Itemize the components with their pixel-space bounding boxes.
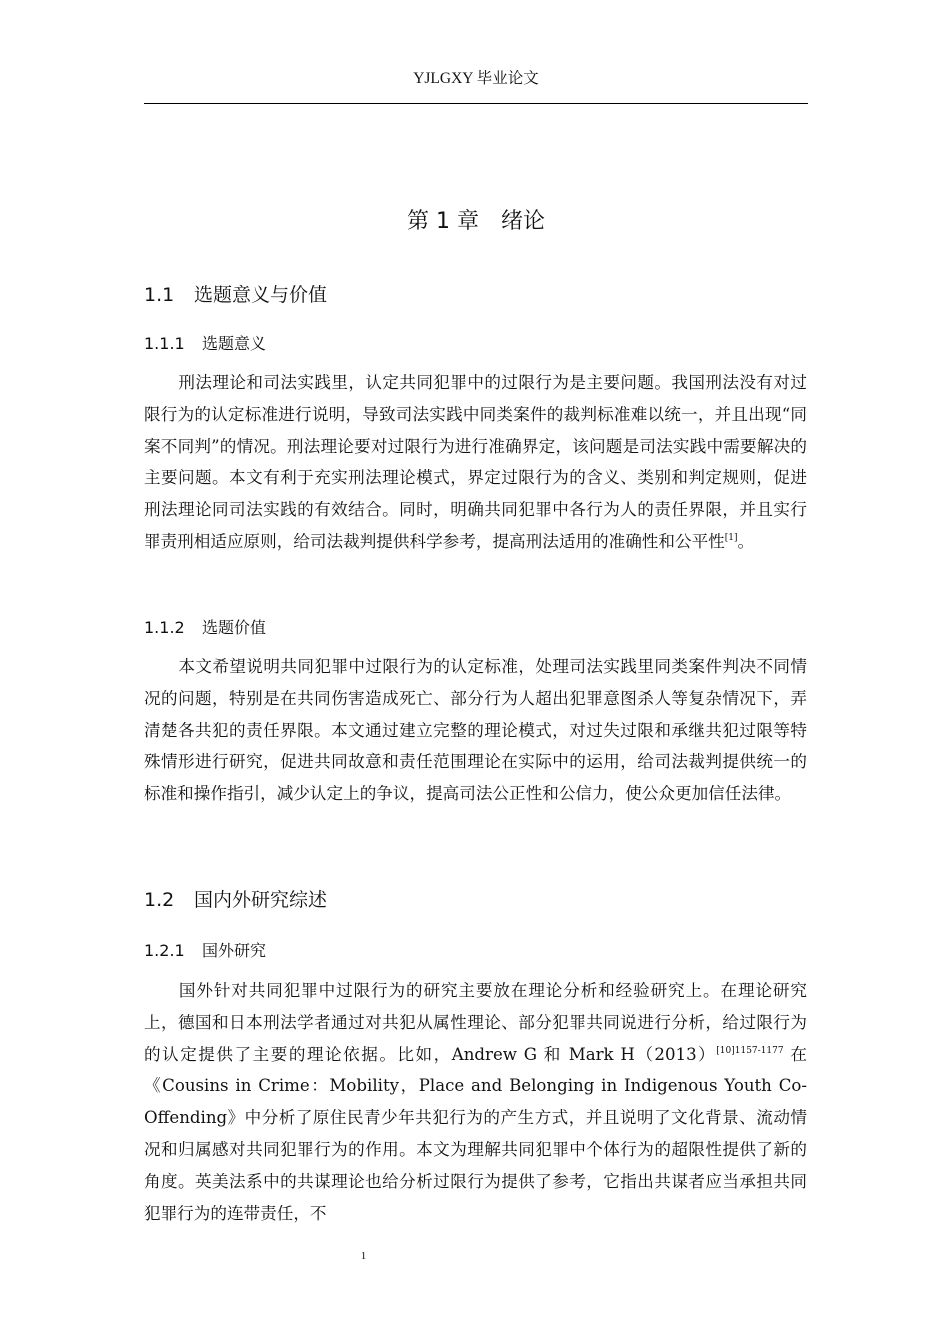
subsection-heading-1-1-1 bbox=[144, 331, 266, 354]
subsection-number: 1.2.1 bbox=[144, 941, 185, 960]
subsection-number: 1.1.1 bbox=[144, 334, 185, 353]
section-number: 1.2 bbox=[144, 889, 175, 911]
paragraph-text-end: 。 bbox=[737, 531, 755, 551]
header-rule bbox=[144, 103, 808, 104]
subsection-title: 选题意义 bbox=[202, 334, 267, 353]
chapter-number: 第 1 章 bbox=[406, 209, 479, 234]
section-heading-1-1 bbox=[144, 280, 327, 307]
paragraph-text: 国外针对共同犯罪中过限行为的研究主要放在理论分析和经验研究上。在理论研究上，德国和日本刑法学者通过对共犯从属性理论、部分犯罪共同说进行分析，给过限行为的认定提供了主要的理论依据。比如，Andrew G 和 Mark H（2013） bbox=[144, 981, 807, 1064]
paragraph-text-cont: 在《Cousins in Crime：Mobility，Place and Belonging in Indigenous Youth Co-Offending》中分析了原住民青少年共犯行为的产生方式，并且说明了文化背景、流动情况和归属感对共同犯罪行为的作用。本文为理解共同犯罪中个体行为的超限性提供了新的角度。英美法系中的共谋理论也给分析过限行为提供了参考，它指出共谋者应当承担共同犯罪行为的连带责任，不 bbox=[144, 1044, 807, 1223]
citation-ref[interactable]: [1] bbox=[724, 532, 738, 543]
paragraph-1-1-2 bbox=[144, 651, 807, 810]
paragraph-1-2-1 bbox=[144, 975, 807, 1229]
section-title: 国内外研究综述 bbox=[194, 889, 328, 911]
subsection-heading-1-1-2 bbox=[144, 615, 266, 638]
section-title: 选题意义与价值 bbox=[194, 284, 328, 306]
chapter-title bbox=[144, 204, 808, 235]
subsection-heading-1-2-1 bbox=[144, 938, 266, 961]
paragraph-text: 本文希望说明共同犯罪中过限行为的认定标准，处理司法实践里同类案件判决不同情况的问题，特别是在共同伤害造成死亡、部分行为人超出犯罪意图杀人等复杂情况下，弄清楚各共犯的责任界限。本文通过建立完整的理论模式，对过失过限和承继共犯过限等特殊情形进行研究，促进共同故意和责任范围理论在实际中的运用，给司法裁判提供统一的标准和操作指引，减少认定上的争议，提高司法公正性和公信力，使公众更加信任法律。 bbox=[144, 657, 807, 804]
page-number: 1 bbox=[360, 1250, 367, 1262]
subsection-number: 1.1.2 bbox=[144, 618, 185, 637]
subsection-title: 选题价值 bbox=[202, 618, 267, 637]
section-heading-1-2 bbox=[144, 885, 327, 912]
paragraph-1-1-1 bbox=[144, 367, 807, 558]
section-number: 1.1 bbox=[144, 284, 175, 306]
chapter-name: 绪论 bbox=[500, 209, 545, 234]
paragraph-text: 刑法理论和司法实践里，认定共同犯罪中的过限行为是主要问题。我国刑法没有对过限行为的认定标准进行说明，导致司法实践中同类案件的裁判标准难以统一，并且出现“同案不同判”的情况。刑法理论要对过限行为进行准确界定，该问题是司法实践中需要解决的主要问题。本文有利于充实刑法理论模式，界定过限行为的含义、类别和判定规则，促进刑法理论同司法实践的有效结合。同时，明确共同犯罪中各行为人的责任界限，并且实行罪责刑相适应原则，给司法裁判提供科学参考，提高刑法适用的准确性和公平性 bbox=[144, 373, 807, 551]
subsection-title: 国外研究 bbox=[202, 941, 267, 960]
citation-ref[interactable]: [10]1157-1177 bbox=[716, 1045, 784, 1056]
running-header: YJLGXY 毕业论文 bbox=[413, 70, 539, 87]
